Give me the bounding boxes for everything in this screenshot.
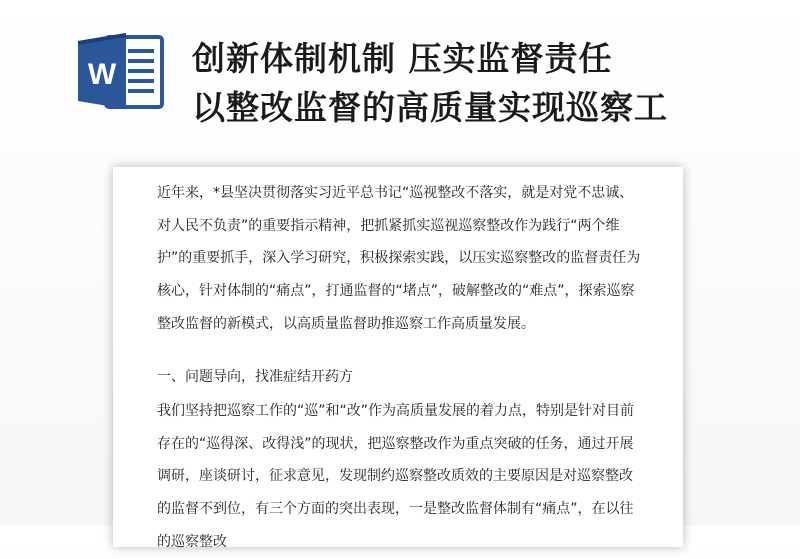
paragraph-section-1: 我们坚持把巡察工作的“巡”和“改”作为高质量发展的着力点，特别是针对目前存在的“巡得深、改得浅”的现状，把巡察整改作为重点突破的任务，通过开展调研，座谈研讨，征求意见，发现制约巡察整改质效的主要原因是对巡察整改的监督不到位，有三个方面的突出表现，一是整改监督体制有“痛点”，在以往的巡察整改: [157, 403, 635, 550]
section-heading-1: 一、问题导向，找准症结开药方: [157, 369, 353, 385]
title-line-1: 创新体制机制 压实监督责任: [192, 39, 613, 78]
word-document-icon: [76, 31, 166, 111]
document-page: [113, 167, 683, 550]
header: [0, 0, 800, 160]
title-line-2: 以整改监督的高质量实现巡察工: [192, 88, 668, 127]
paragraph-intro: 近年来，*县坚决贯彻落实习近平总书记“巡视整改不落实，就是对党不忠诚、对人民不负责”的重要指示精神，把抓紧抓实巡视巡察整改作为践行“两个维护”的重要抓手，深入学习研究，积极探索实践，以压实巡察整改的监督责任为核心，针对体制的“痛点”，打通监督的“堵点”，破解整改的“难点”，探索巡察整改监督的新模式，以高质量监督助推巡察工作高质量发展。: [157, 185, 641, 332]
word-letter: W: [87, 58, 117, 91]
